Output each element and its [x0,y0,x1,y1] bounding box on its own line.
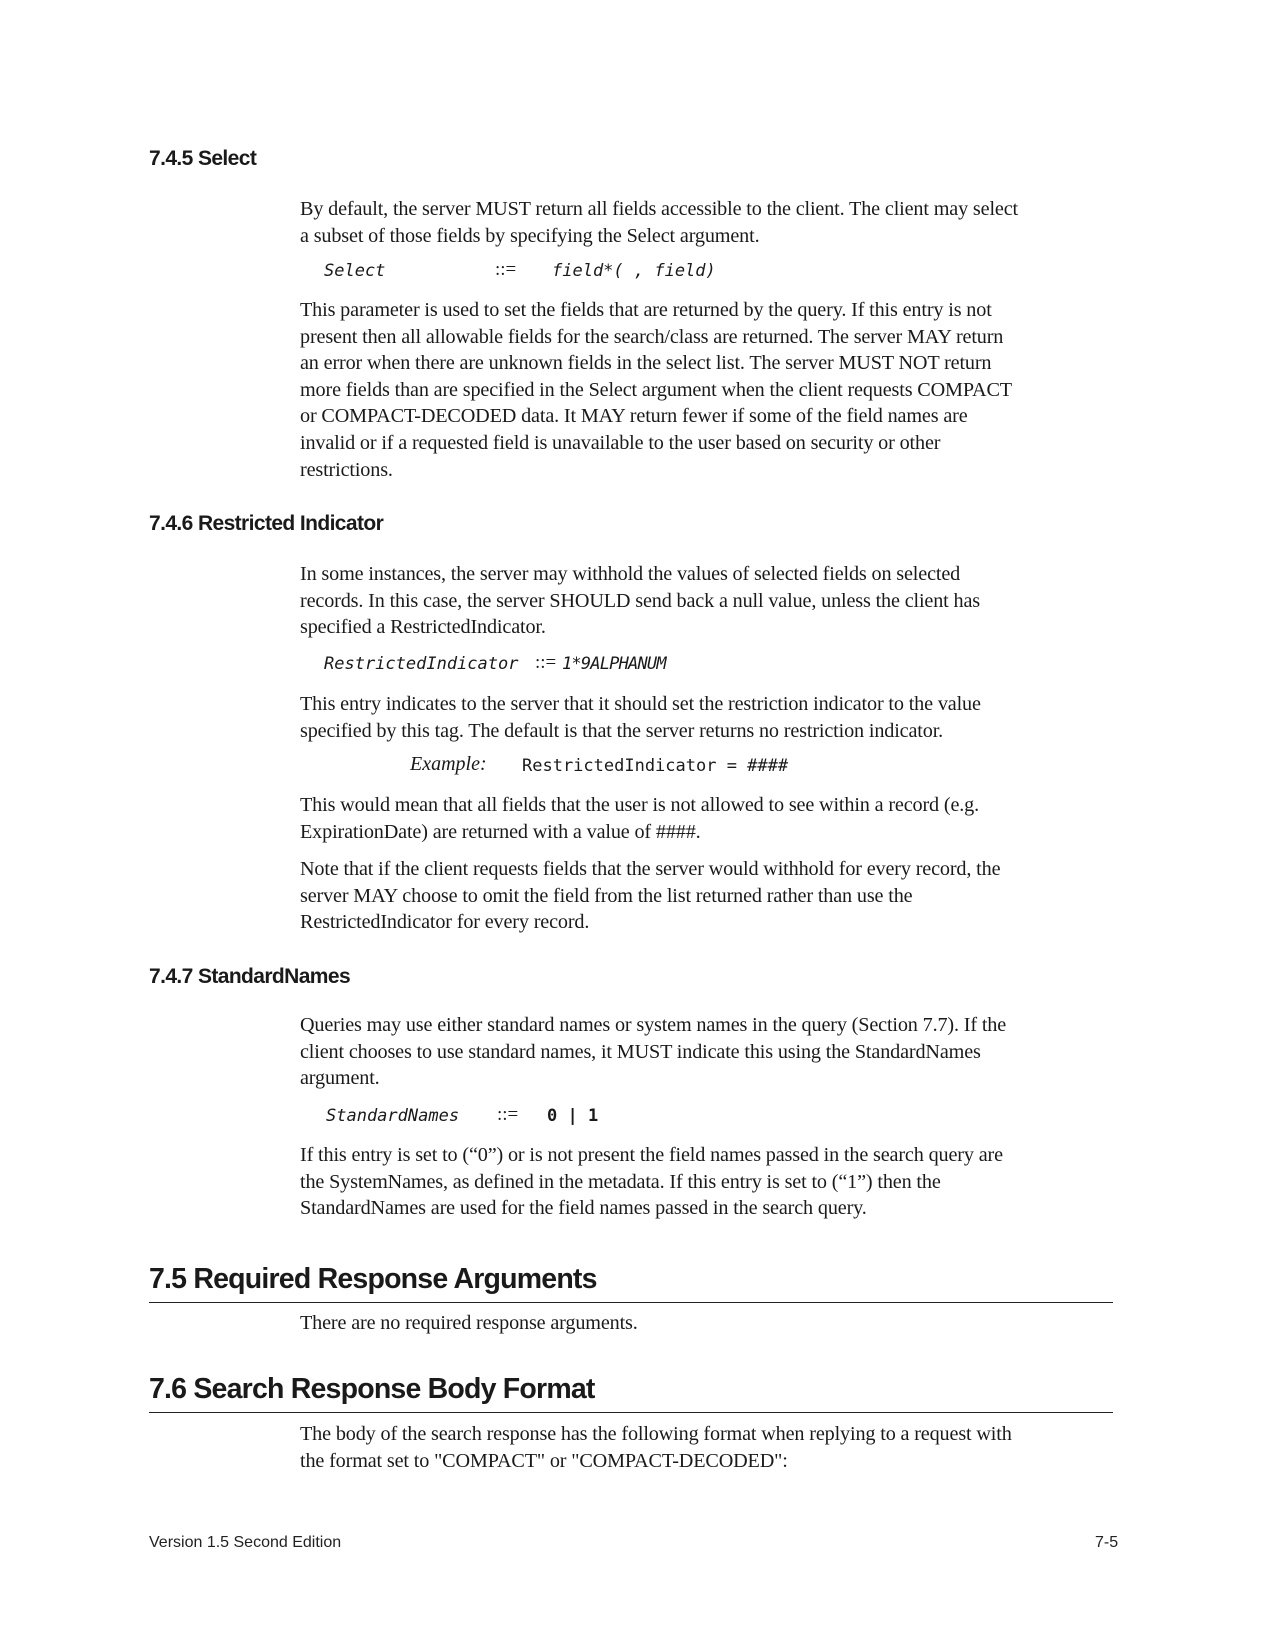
paragraph-standardnames-details [300,1142,1122,1222]
text-line: This entry indicates to the server that it should set the restriction indicator to the value [300,693,981,715]
text-line: If this entry is set to (“0”) or is not present the field names passed in the search query are [300,1144,1003,1166]
code-value: field*( , field) [552,261,716,281]
text-line: client chooses to use standard names, it MUST indicate this using the StandardNames [300,1040,981,1063]
code-operator: ::= [495,259,517,280]
text-line: the SystemNames, as defined in the metadata. If this entry is set to (“1”) then the [300,1170,941,1193]
example-label: Example: [410,753,487,775]
paragraph-restricted-example-meaning [300,792,1122,845]
example-code: RestrictedIndicator = #### [522,756,789,776]
text-line: RestrictedIndicator for every record. [300,911,590,934]
footer-page-number: 7-5 [1095,1534,1119,1551]
text-line: invalid or if a requested field is unavailable to the user based on security or other [300,431,941,454]
heading-7-5: 7.5 Required Response Arguments [149,1263,597,1295]
text-line: This would mean that all fields that the user is not allowed to see within a record (e.g. [300,794,980,816]
paragraph-required-response [300,1310,1122,1337]
text-line: This parameter is used to set the fields that are returned by the query. If this entry is not [300,299,992,321]
heading-7-4-7: 7.4.7 StandardNames [149,965,351,988]
text-line: Note that if the client requests fields that the server would withhold for every record, the [300,858,1001,880]
heading-7-4-6: 7.4.6 Restricted Indicator [149,512,384,535]
paragraph-select-details [300,297,1122,483]
text-line: a subset of those fields by specifying the Select argument. [300,224,760,247]
code-name: Select [324,261,386,281]
text-line: The body of the search response has the following format when replying to a request with [300,1423,1012,1445]
heading-7-4-5: 7.4.5 Select [149,147,257,170]
text-line: or COMPACT-DECODED data. It MAY return fewer if some of the field names are [300,405,968,428]
text-line: present then all allowable fields for the search/class are returned. The server MAY return [300,325,1004,348]
text-line: argument. [300,1067,380,1090]
text-line: Queries may use either standard names or system names in the query (Section 7.7). If the [300,1014,1007,1036]
code-value: 0 | 1 [547,1106,599,1126]
text-line: restrictions. [300,458,393,481]
text-line: the format set to "COMPACT" or "COMPACT-DECODED": [300,1449,788,1472]
text-line: specified by this tag. The default is that the server returns no restriction indicator. [300,719,944,742]
paragraph-select-intro [300,196,1122,249]
paragraph-restricted-meaning [300,691,1122,744]
text-line: There are no required response arguments. [300,1312,638,1334]
code-operator: ::= [535,652,557,673]
text-line: an error when there are unknown fields in the select list. The server MUST NOT return [300,352,992,375]
section-rule [149,1302,1113,1303]
text-line: server MAY choose to omit the field from the list returned rather than use the [300,884,913,907]
text-line: By default, the server MUST return all fields accessible to the client. The client may select [300,198,1018,220]
code-name: RestrictedIndicator [324,654,519,674]
code-value: 1*9ALPHANUM [562,654,666,674]
text-line: more fields than are specified in the Select argument when the client requests COMPACT [300,378,1012,401]
code-name: StandardNames [326,1106,460,1126]
text-line: In some instances, the server may withhold the values of selected fields on selected [300,563,961,585]
paragraph-restricted-intro [300,561,1122,641]
heading-7-6: 7.6 Search Response Body Format [149,1373,595,1405]
paragraph-response-body [300,1421,1122,1474]
paragraph-standardnames-intro [300,1012,1122,1092]
text-line: records. In this case, the server SHOULD send back a null value, unless the client has [300,589,981,612]
text-line: StandardNames are used for the field names passed in the search query. [300,1197,867,1220]
text-line: specified a RestrictedIndicator. [300,616,546,639]
text-line: ExpirationDate) are returned with a value of ####. [300,820,701,843]
code-operator: ::= [497,1104,519,1125]
paragraph-restricted-note [300,856,1122,936]
section-rule [149,1412,1113,1413]
footer-edition: Version 1.5 Second Edition [149,1534,342,1551]
